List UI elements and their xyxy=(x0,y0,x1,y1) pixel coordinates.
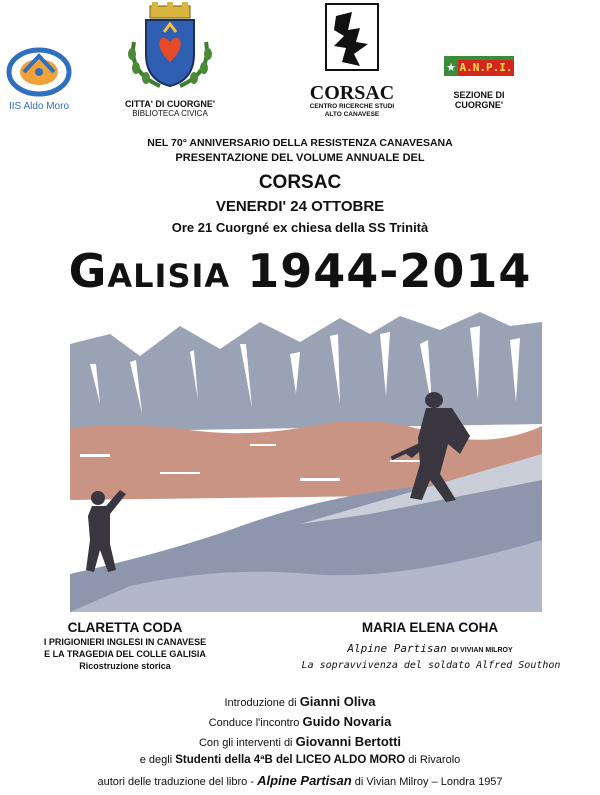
anpi-city: CUORGNE' xyxy=(454,100,504,110)
right-author-book-line xyxy=(300,639,560,657)
right-author-book: Alpine Partisan xyxy=(347,642,447,655)
city-logo xyxy=(120,2,220,120)
city-crest-icon xyxy=(120,2,220,90)
city-name: CITTA' DI CUORGNE' xyxy=(124,99,216,109)
translators-label: autori delle traduzione del libro - xyxy=(97,776,254,788)
logo-row xyxy=(0,0,600,130)
org-line: CORSAC xyxy=(258,172,342,193)
place-line: Ore 21 Cuorgné ex chiesa della SS Trinità xyxy=(171,220,429,235)
students-place: di Rivarolo xyxy=(408,754,461,766)
host-label: Conduce l'incontro xyxy=(208,717,300,729)
iis-emblem-icon xyxy=(4,46,74,98)
students-name: Studenti della 4ªB del LICEO ALDO MORO xyxy=(175,754,406,766)
corsac-subtitle-1: CENTRO RICERCHE STUDI xyxy=(309,103,395,110)
host-name: Guido Novaria xyxy=(302,714,392,729)
speakers-name: Giovanni Bertotti xyxy=(295,734,402,749)
anpi-badge-text: A.N.P.I. xyxy=(459,61,513,74)
mountain-scene-image xyxy=(70,304,542,612)
presentation-line: PRESENTAZIONE DEL VOLUME ANNUALE DEL xyxy=(175,152,425,164)
iis-label: IIS Aldo Moro xyxy=(8,101,70,112)
host-line xyxy=(0,714,600,729)
corsac-subtitle-2: ALTO CANAVESE xyxy=(324,111,380,118)
date-line: VENERDI' 24 OTTOBRE xyxy=(215,198,385,215)
right-author-name: MARIA ELENA COHA xyxy=(361,620,499,635)
star-icon: ★ xyxy=(444,60,458,76)
corsac-emblem-icon xyxy=(296,2,408,72)
students-line xyxy=(0,754,600,766)
right-author-subtitle: La sopravvivenza del soldato Alfred Southon xyxy=(301,660,561,671)
city-library: BIBLIOTECA CIVICA xyxy=(132,109,208,118)
speakers-label: Con gli interventi di xyxy=(198,737,293,749)
left-author-line3: Ricostruzione storica xyxy=(79,661,171,671)
intro-label: Introduzione di xyxy=(224,697,297,709)
left-author-line2: E LA TRAGEDIA DEL COLLE GALISIA xyxy=(44,649,206,659)
left-author-name: CLARETTA CODA xyxy=(67,620,183,635)
main-title: Galisia 1944-2014 xyxy=(68,244,532,298)
intro-line xyxy=(0,694,600,709)
corsac-logo xyxy=(296,2,408,126)
cover-illustration xyxy=(70,304,542,612)
anpi-logo xyxy=(442,56,516,126)
students-and-label: e degli xyxy=(139,754,173,766)
anpi-section: SEZIONE DI xyxy=(453,90,505,100)
iis-logo xyxy=(4,46,74,112)
translators-line xyxy=(0,773,600,788)
anpi-badge xyxy=(444,56,514,76)
translators-tail: di Vivian Milroy – Londra 1957 xyxy=(354,776,503,788)
speakers-line xyxy=(0,734,600,749)
corsac-name: CORSAC xyxy=(309,82,395,104)
intro-name: Gianni Oliva xyxy=(299,694,376,709)
anniversary-line: NEL 70° ANNIVERSARIO DELLA RESISTENZA CANAVESANA xyxy=(147,137,453,149)
translators-book: Alpine Partisan xyxy=(257,773,352,788)
right-author-by: DI VIVIAN MILROY xyxy=(451,647,513,654)
left-author-line1: I PRIGIONIERI INGLESI IN CANAVESE xyxy=(43,637,207,647)
